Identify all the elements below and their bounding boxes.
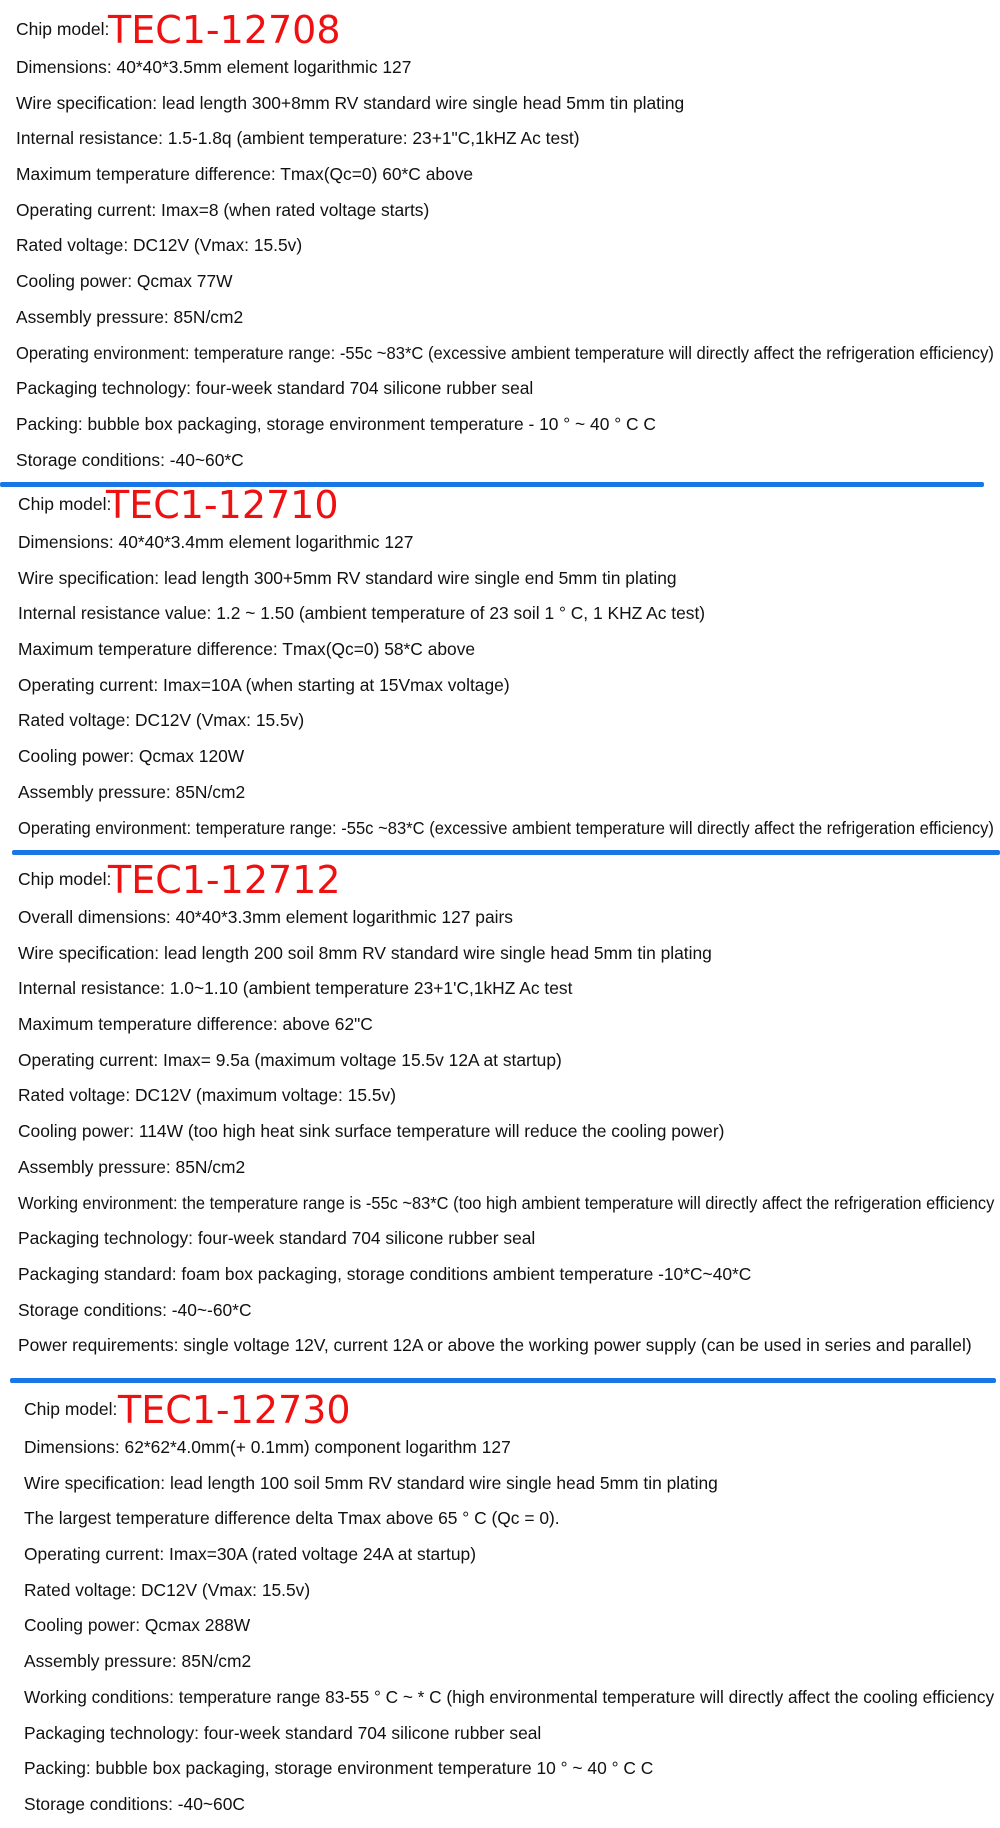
spec-line: Operating current: Imax=8 (when rated voltage starts)	[16, 199, 430, 220]
chip-model-value: TEC1-12712	[108, 858, 341, 902]
spec-line: Rated voltage: DC12V (Vmax: 15.5v)	[18, 710, 305, 731]
spec-line: Packaging technology: four-week standard 704 silicone rubber seal	[16, 378, 534, 399]
spec-line: Cooling power: 114W (too high heat sink surface temperature will reduce the cooling power)	[18, 1121, 725, 1142]
spec-line: Wire specification: lead length 300+5mm RV standard wire single end 5mm tin plating	[18, 567, 677, 588]
spec-line: Dimensions: 40*40*3.4mm element logarithmic 127	[18, 532, 414, 552]
spec-line: Rated voltage: DC12V (Vmax: 15.5v)	[16, 235, 303, 256]
spec-line: Operating environment: temperature range: -55c ~83*C (excessive ambient temperature will directly affect the refrigeration efficiency)	[16, 342, 994, 363]
spec-line: Assembly pressure: 85N/cm2	[16, 306, 244, 327]
spec-section-12710	[0, 475, 1000, 846]
chip-model-label: Chip model:	[24, 1399, 118, 1419]
spec-line: Packing: bubble box packaging, storage environment temperature 10 ° ~ 40 ° C C	[24, 1758, 654, 1779]
spec-line: Overall dimensions: 40*40*3.3mm element logarithmic 127 pairs	[18, 907, 513, 927]
spec-line: Power requirements: single voltage 12V, current 12A or above the working power supply (can be used in series and parallel)	[18, 1335, 972, 1356]
spec-line: Storage conditions: -40~60C	[24, 1793, 245, 1814]
spec-line: Assembly pressure: 85N/cm2	[24, 1651, 252, 1672]
chip-model-row	[0, 475, 1000, 525]
spec-line: Internal resistance: 1.0~1.10 (ambient temperature 23+1'C,1kHZ Ac test	[18, 978, 573, 999]
chip-model-label: Chip model:	[18, 869, 112, 889]
spec-line: Operating current: Imax=10A (when starting at 15Vmax voltage)	[18, 674, 510, 695]
chip-model-row	[0, 1380, 1000, 1430]
spec-line: Assembly pressure: 85N/cm2	[18, 1156, 246, 1177]
spec-section-12708	[0, 0, 1000, 478]
spec-line: Wire specification: lead length 200 soil 8mm RV standard wire single head 5mm tin plating	[18, 942, 712, 963]
spec-line: Storage conditions: -40~-60*C	[18, 1299, 252, 1320]
spec-lines	[0, 900, 1000, 1364]
spec-section-12712	[0, 850, 1000, 1364]
spec-line: Packaging technology: four-week standard 704 silicone rubber seal	[18, 1228, 536, 1249]
spec-line: Assembly pressure: 85N/cm2	[18, 781, 246, 802]
spec-line: Wire specification: lead length 300+8mm RV standard wire single head 5mm tin plating	[16, 92, 685, 113]
spec-line: Storage conditions: -40~60*C	[16, 449, 244, 470]
spec-line: Internal resistance: 1.5-1.8q (ambient temperature: 23+1"C,1kHZ Ac test)	[16, 128, 580, 149]
spec-line: Working conditions: temperature range 83-55 ° C ~ * C (high environmental temperature will directly affect the cooling efficiency	[24, 1686, 995, 1707]
chip-model-value: TEC1-12730	[118, 1388, 351, 1432]
spec-line: Rated voltage: DC12V (maximum voltage: 15.5v)	[18, 1085, 396, 1106]
spec-section-12730	[0, 1380, 1000, 1823]
chip-model-row	[0, 0, 1000, 50]
spec-line: Maximum temperature difference: above 62"C	[18, 1014, 373, 1035]
spec-line: Packaging technology: four-week standard 704 silicone rubber seal	[24, 1722, 542, 1743]
spec-line: Maximum temperature difference: Tmax(Qc=0) 60*C above	[16, 164, 474, 185]
spec-lines	[0, 1430, 1000, 1823]
spec-line: Cooling power: Qcmax 288W	[24, 1615, 251, 1636]
spec-line: Rated voltage: DC12V (Vmax: 15.5v)	[24, 1579, 311, 1600]
chip-model-value: TEC1-12708	[108, 8, 341, 52]
spec-line: Dimensions: 40*40*3.5mm element logarithmic 127	[16, 57, 412, 77]
spec-line: Packing: bubble box packaging, storage environment temperature - 10 ° ~ 40 ° C C	[16, 413, 656, 434]
spec-line: Dimensions: 62*62*4.0mm(+ 0.1mm) component logarithm 127	[24, 1437, 511, 1457]
spec-line: Packaging standard: foam box packaging, storage conditions ambient temperature -10*C~40*C	[18, 1263, 752, 1284]
spec-line: Operating current: Imax=30A (rated voltage 24A at startup)	[24, 1544, 477, 1565]
chip-model-row	[0, 850, 1000, 900]
chip-model-label: Chip model:	[18, 494, 112, 514]
spec-line: Cooling power: Qcmax 120W	[18, 746, 245, 767]
spec-line: Working environment: the temperature range is -55c ~83*C (too high ambient temperature will directly affect the refrigeration efficiency	[18, 1192, 995, 1213]
chip-model-label: Chip model:	[16, 19, 110, 39]
spec-line: The largest temperature difference delta Tmax above 65 ° C (Qc = 0).	[24, 1508, 560, 1529]
spec-line: Cooling power: Qcmax 77W	[16, 271, 233, 292]
spec-line: Wire specification: lead length 100 soil 5mm RV standard wire single head 5mm tin plating	[24, 1472, 718, 1493]
spec-line: Operating environment: temperature range: -55c ~83*C (excessive ambient temperature will directly affect the refrigeration efficiency)	[18, 817, 994, 838]
chip-model-value: TEC1-12710	[106, 483, 339, 527]
spec-line: Internal resistance value: 1.2 ~ 1.50 (ambient temperature of 23 soil 1 ° C, 1 KHZ Ac test)	[18, 603, 706, 624]
spec-line: Operating current: Imax= 9.5a (maximum voltage 15.5v 12A at startup)	[18, 1049, 562, 1070]
spec-lines	[0, 525, 1000, 846]
spec-lines	[0, 50, 1000, 478]
spec-line: Maximum temperature difference: Tmax(Qc=0) 58*C above	[18, 639, 476, 660]
